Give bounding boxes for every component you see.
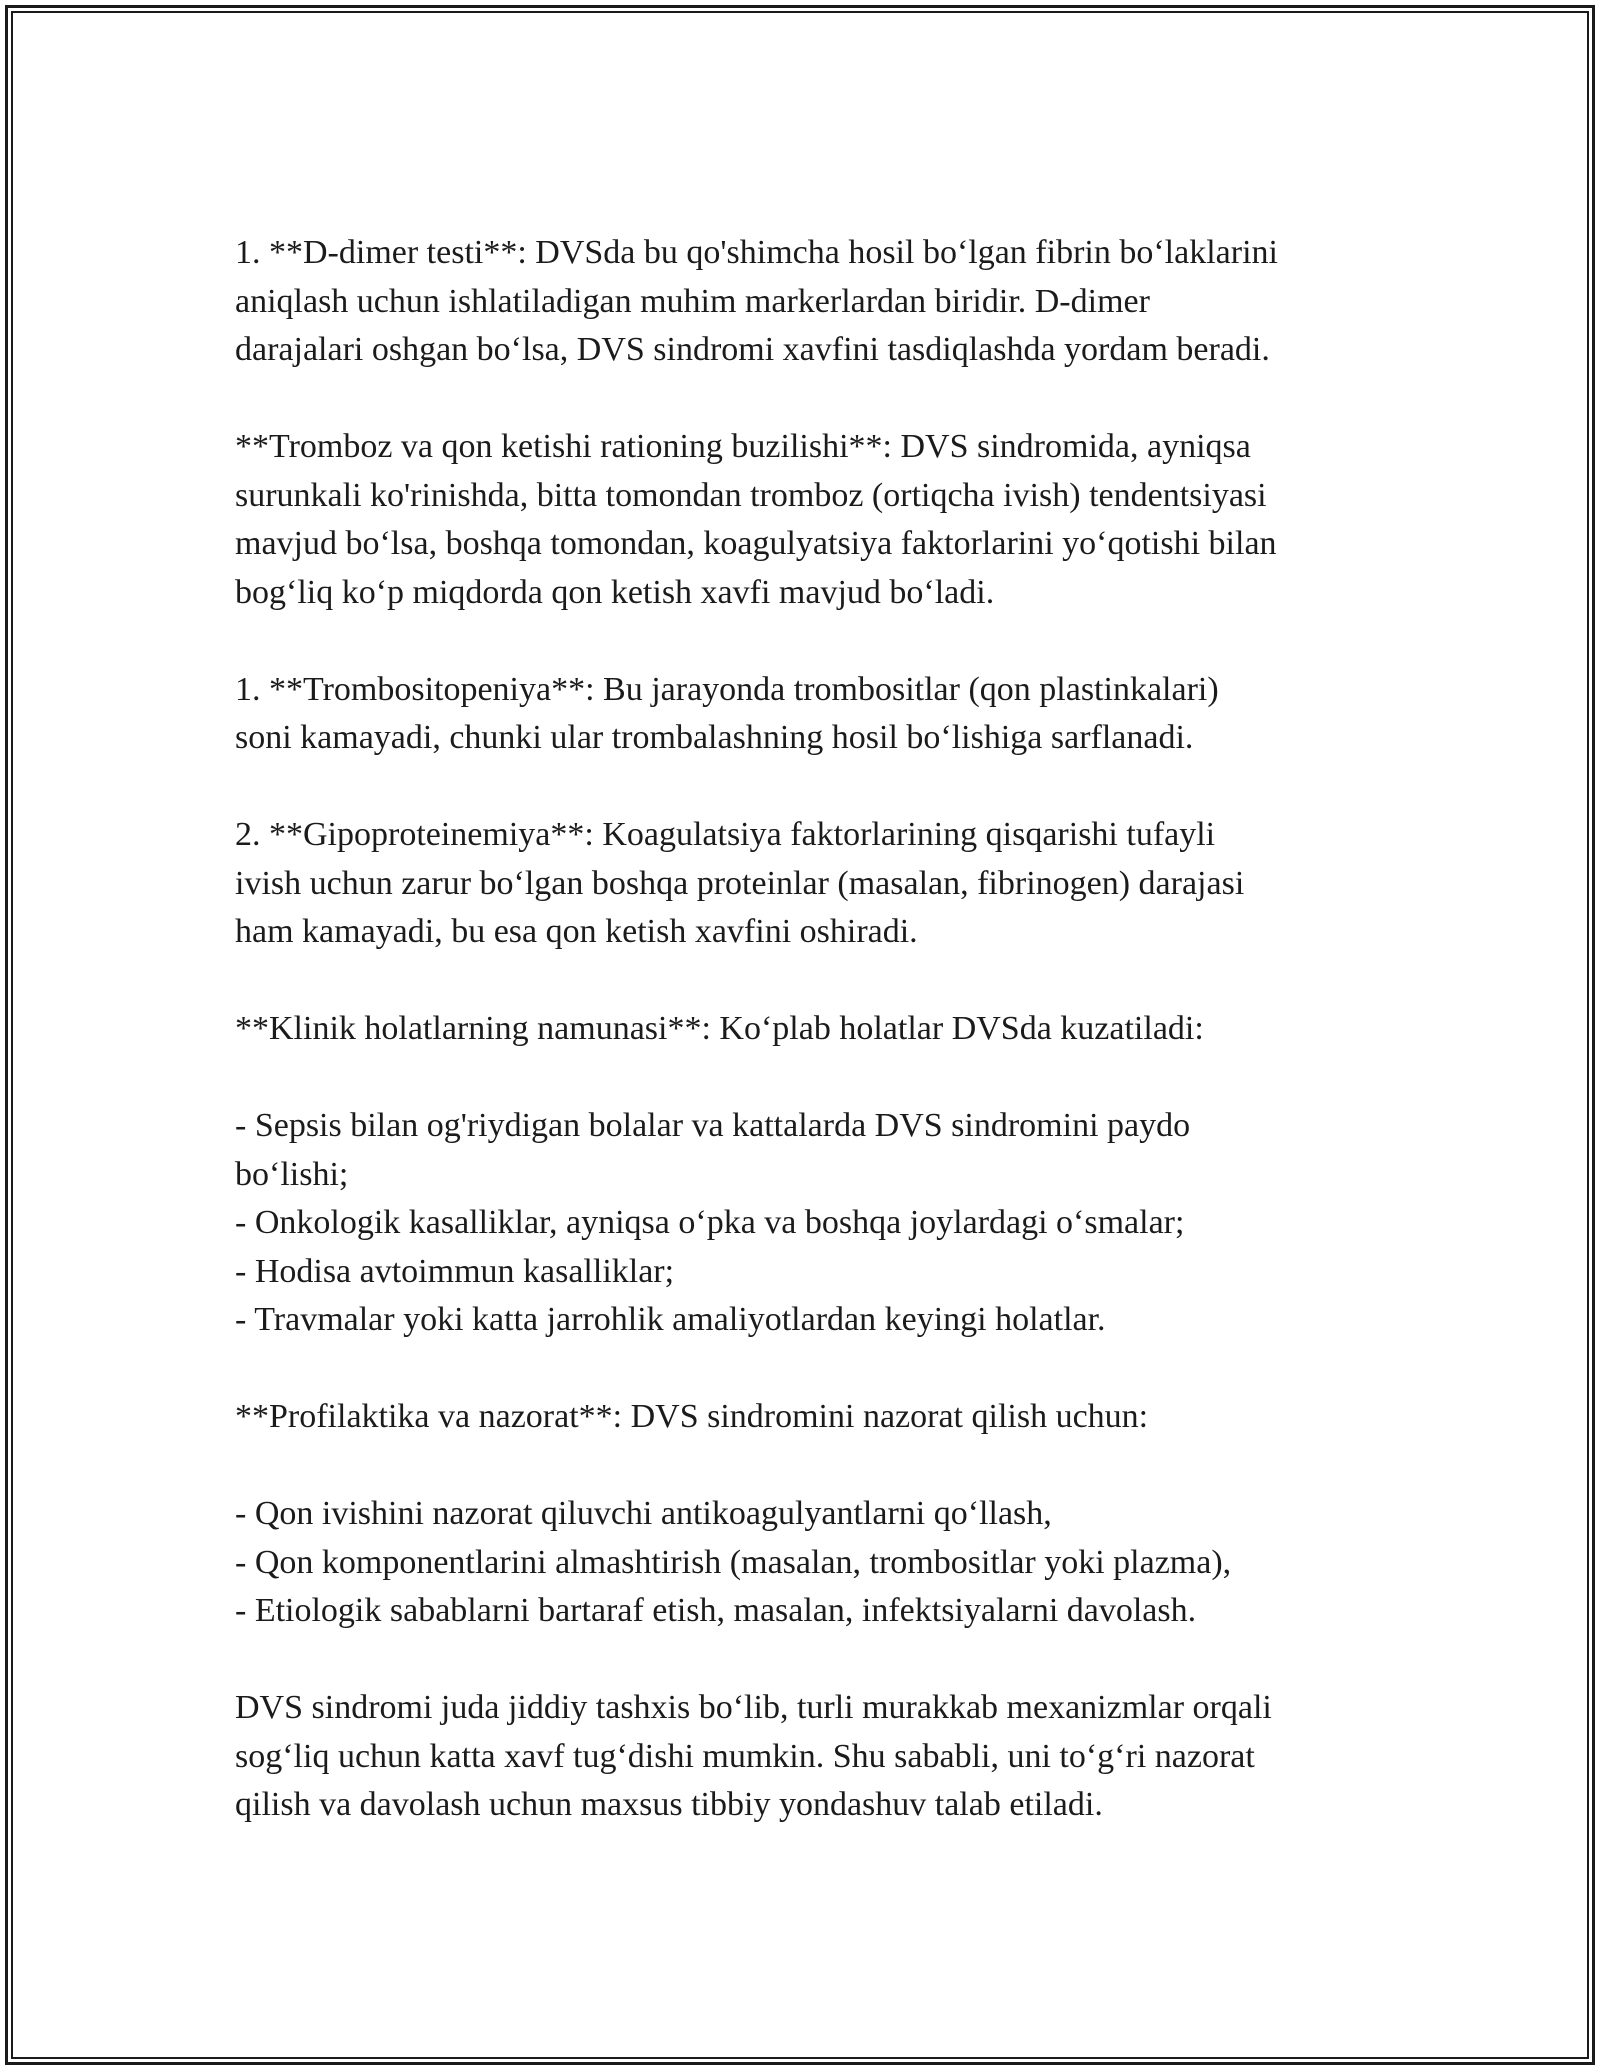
text-line: ivish uchun zarur bo‘lgan boshqa proteinlar (masalan, fibrinogen) darajasi: [235, 864, 1245, 902]
list-item: - Hodisa avtoimmun kasalliklar;: [235, 1252, 675, 1290]
text-line: aniqlash uchun ishlatiladigan muhim markerlardan biridir. D-dimer: [235, 282, 1150, 320]
text-line: darajalari oshgan bo‘lsa, DVS sindromi xavfini tasdiqlashda yordam beradi.: [235, 331, 1270, 368]
paragraph-klinik-holatlar: [235, 1005, 1385, 1054]
list-item: - Sepsis bilan og'riydigan bolalar va kattalarda DVS sindromini paydo: [235, 1107, 1191, 1144]
paragraph-profilaktika: [235, 1393, 1385, 1442]
paragraph-conclusion: [235, 1684, 1385, 1830]
text-line: **Profilaktika va nazorat**: DVS sindromini nazorat qilish uchun:: [235, 1398, 1149, 1435]
text-line: 1. **D-dimer testi**: DVSda bu qo'shimcha hosil bo‘lgan fibrin bo‘laklarini: [235, 234, 1278, 271]
text-line: qilish va davolash uchun maxsus tibbiy yondashuv talab etiladi.: [235, 1786, 1103, 1823]
text-line: bog‘liq ko‘p miqdorda qon ketish xavfi mavjud bo‘ladi.: [235, 573, 995, 611]
paragraph-d-dimer-test: [235, 229, 1385, 375]
list-profilaktika: [235, 1490, 1385, 1636]
text-line: DVS sindromi juda jiddiy tashxis bo‘lib, turli murakkab mexanizmlar orqali: [235, 1689, 1272, 1726]
paragraph-trombositopeniya: [235, 666, 1385, 763]
list-item: - Travmalar yoki katta jarrohlik amaliyotlardan keyingi holatlar.: [235, 1301, 1106, 1338]
paragraph-gipoproteinemiya: [235, 811, 1385, 957]
list-klinik-holatlar: [235, 1102, 1385, 1345]
document-body: [235, 229, 1385, 1878]
list-item: - Qon ivishini nazorat qiluvchi antikoagulyantlarni qo‘llash,: [235, 1495, 1052, 1532]
text-line: 1. **Trombositopeniya**: Bu jarayonda trombositlar (qon plastinkalari): [235, 670, 1219, 708]
text-line: **Klinik holatlarning namunasi**: Ko‘plab holatlar DVSda kuzatiladi:: [235, 1010, 1204, 1047]
text-line: 2. **Gipoproteinemiya**: Koagulatsiya faktorlarining qisqarishi tufayli: [235, 816, 1216, 853]
text-line: **Tromboz va qon ketishi rationing buzilishi**: DVS sindromida, ayniqsa: [235, 428, 1251, 465]
list-item: - Etiologik sabablarni bartaraf etish, masalan, infektsiyalarni davolash.: [235, 1592, 1197, 1629]
paragraph-tromboz: [235, 423, 1385, 617]
list-item: - Qon komponentlarini almashtirish (masalan, trombositlar yoki plazma),: [235, 1543, 1232, 1581]
list-item: bo‘lishi;: [235, 1155, 349, 1193]
text-line: surunkali ko'rinishda, bitta tomondan tromboz (ortiqcha ivish) tendentsiyasi: [235, 476, 1267, 514]
list-item: - Onkologik kasalliklar, ayniqsa o‘pka va boshqa joylardagi o‘smalar;: [235, 1204, 1185, 1241]
text-line: sog‘liq uchun katta xavf tug‘dishi mumkin. Shu sababli, uni to‘g‘ri nazorat: [235, 1737, 1255, 1775]
text-line: mavjud bo‘lsa, boshqa tomondan, koagulyatsiya faktorlarini yo‘qotishi bilan: [235, 525, 1277, 562]
text-line: ham kamayadi, bu esa qon ketish xavfini oshiradi.: [235, 913, 918, 950]
text-line: soni kamayadi, chunki ular trombalashning hosil bo‘lishiga sarflanadi.: [235, 719, 1194, 756]
